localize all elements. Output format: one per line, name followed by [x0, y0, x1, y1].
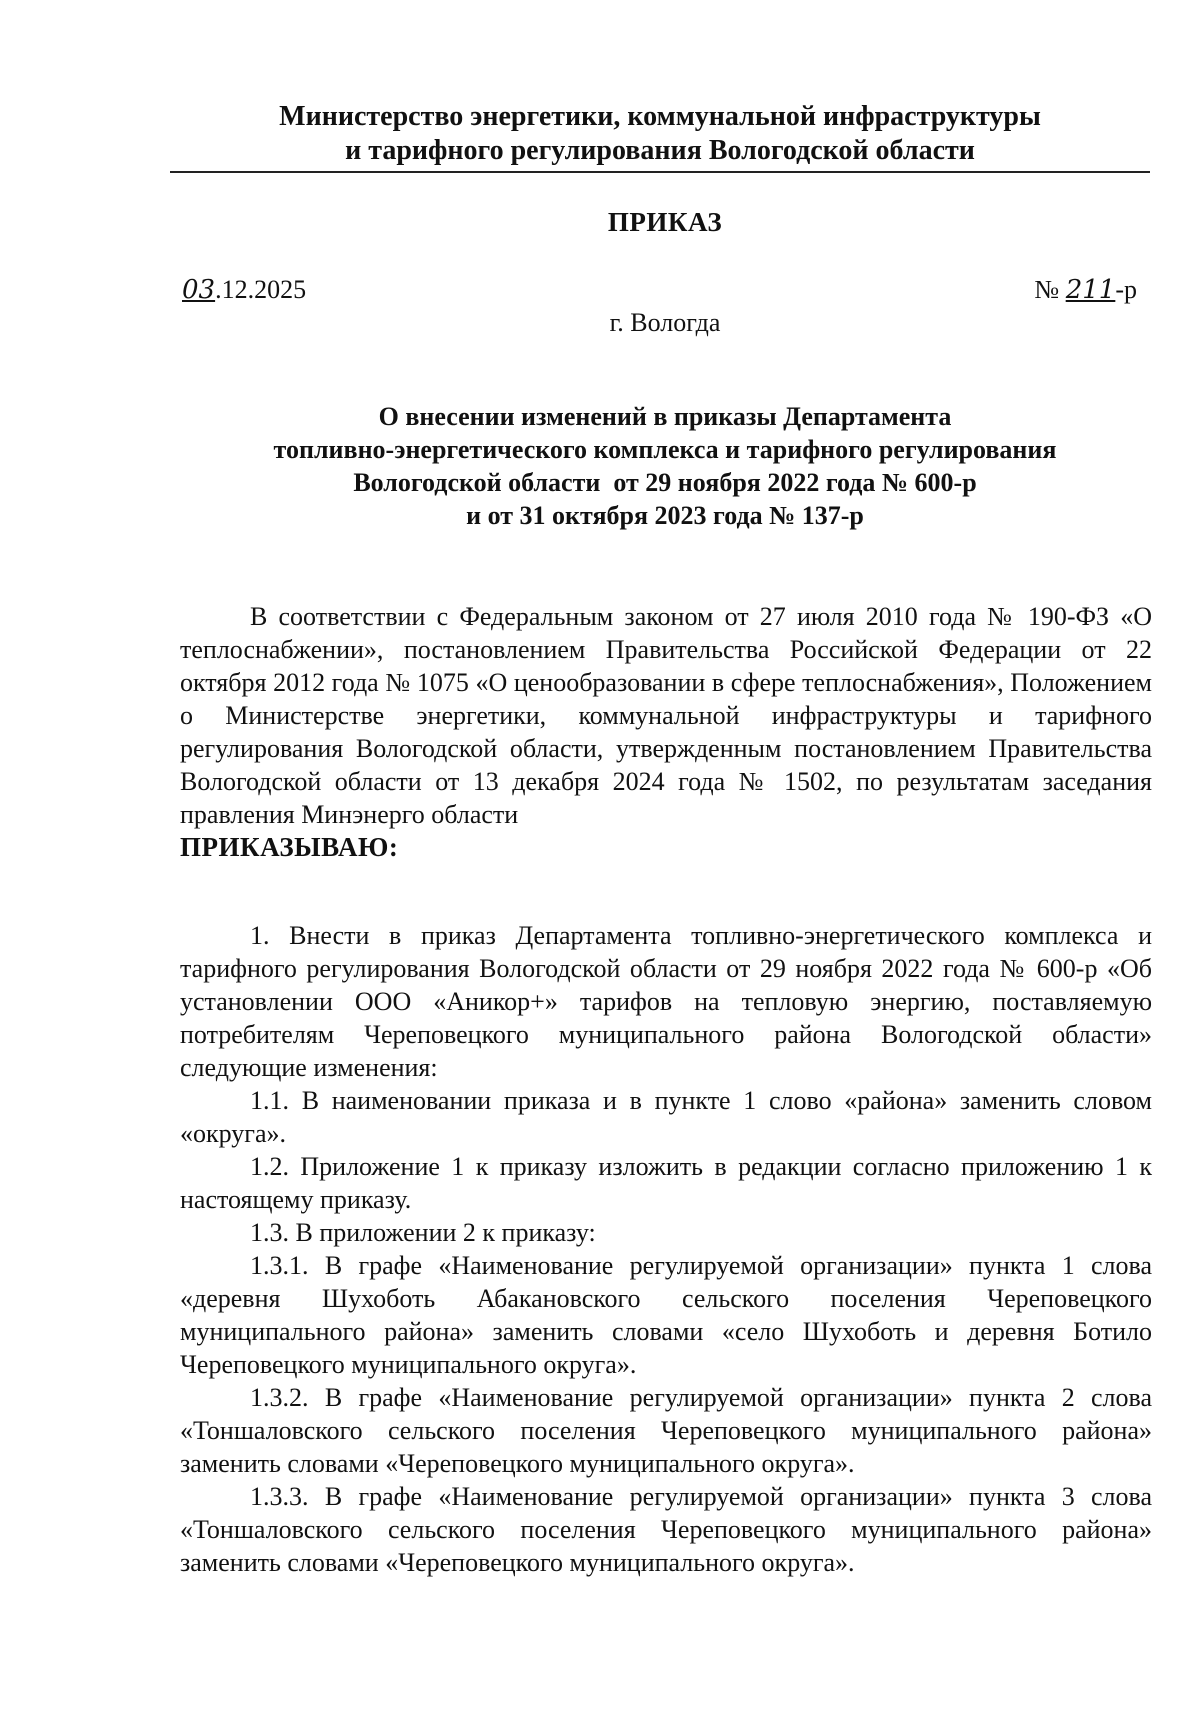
number-handwritten: 211 [1065, 275, 1116, 305]
order-item-1-3: 1.3. В приложении 2 к приказу: [250, 1218, 596, 1247]
ministry-header [170, 100, 1150, 168]
subject-line-3: Вологодской области от 29 ноября 2022 года № 600-р [353, 468, 977, 497]
document-date [182, 273, 306, 307]
document-city: г. Вологда [609, 308, 721, 337]
order-item-1-3-1: 1.3.1. В графе «Наименование регулируемой организации» пункта 1 слова «деревня Шухоботь Абакановского сельского поселения Череповецкого муниципального района» заменить словами «село Шухоботь и деревня Ботило Череповецкого муниципального округа». [180, 1251, 1152, 1379]
preamble-paragraph: В соответствии с Федеральным законом от 27 июля 2010 года № 190-ФЗ «О теплоснабжении», постановлением Правительства Российской Федерации от 22 октября 2012 года № 1075 «О ценообразовании в сфере теплоснабжения», Положением о Министерстве энергетики, коммунальной инфраструктуры и тарифного регулирования Вологодской области, утвержденным постановлением Правительства Вологодской области от 13 декабря 2024 года № 1502, по результатам заседания правления Минэнерго области [180, 602, 1152, 829]
order-item-1-2: 1.2. Приложение 1 к приказу изложить в редакции согласно приложению 1 к настоящему приказу. [180, 1152, 1152, 1214]
document-subject [180, 400, 1150, 532]
subject-line-4: и от 31 октября 2023 года № 137-р [466, 501, 864, 530]
number-prefix: № [1034, 275, 1066, 304]
header-divider [170, 171, 1150, 173]
order-item-1-1: 1.1. В наименовании приказа и в пункте 1 слово «района» заменить словом «округа». [180, 1086, 1152, 1148]
subject-line-2: топливно-энергетического комплекса и тарифного регулирования [273, 435, 1057, 464]
order-items [180, 919, 1152, 1579]
date-day-handwritten: 03 [182, 275, 216, 305]
order-item-1: 1. Внести в приказ Департамента топливно-энергетического комплекса и тарифного регулирования Вологодской области от 29 ноября 2022 года № 600-р «Об установлении ООО «Аникор+» тарифов на тепловую энергию, поставляемую потребителям Череповецкого муниципального района Вологодской области» следующие изменения: [180, 921, 1152, 1082]
number-suffix: -р [1115, 275, 1137, 304]
ministry-header-line-2: и тарифного регулирования Вологодской области [345, 135, 975, 166]
document-title: ПРИКАЗ [607, 207, 723, 237]
date-rest: .12.2025 [215, 275, 307, 304]
ministry-header-line-1: Министерство энергетики, коммунальной инфраструктуры [279, 101, 1041, 132]
document-number [1034, 273, 1137, 307]
date-number-line [182, 273, 1137, 307]
order-item-1-3-3: 1.3.3. В графе «Наименование регулируемой организации» пункта 3 слова «Тоншаловского сельского поселения Череповецкого муниципального района» заменить словами «Череповецкого муниципального округа». [180, 1482, 1152, 1577]
order-word: ПРИКАЗЫВАЮ: [180, 832, 399, 862]
order-item-1-3-2: 1.3.2. В графе «Наименование регулируемой организации» пункта 2 слова «Тоншаловского сельского поселения Череповецкого муниципального района» заменить словами «Череповецкого муниципального округа». [180, 1383, 1152, 1478]
subject-line-1: О внесении изменений в приказы Департамента [378, 402, 952, 431]
document-body [180, 600, 1152, 864]
